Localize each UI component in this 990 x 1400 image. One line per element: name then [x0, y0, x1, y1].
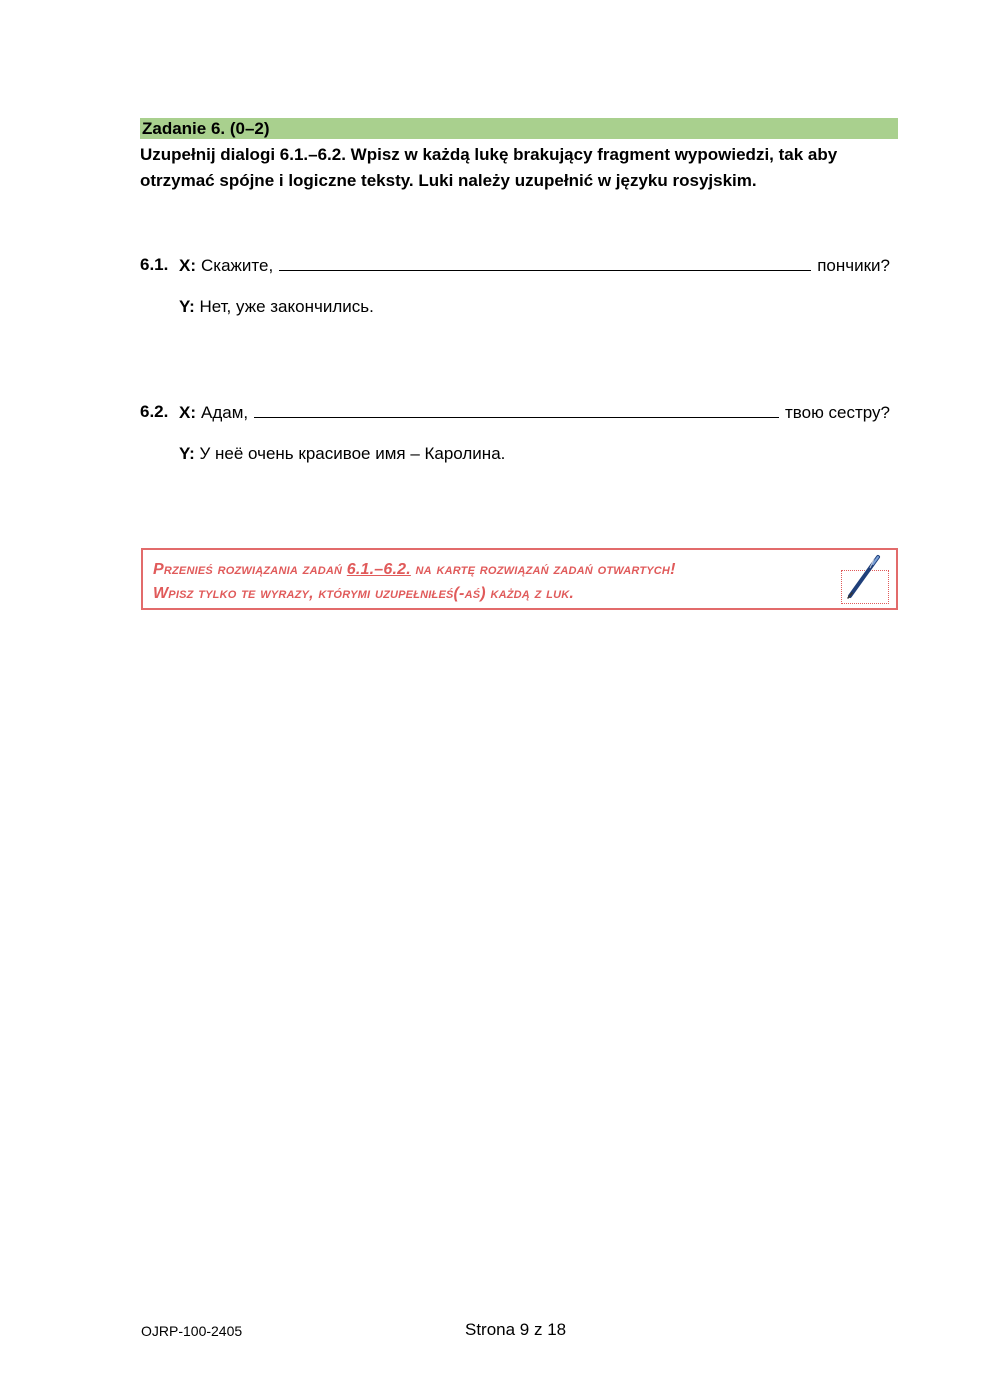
dialog-number: 6.1. [140, 255, 169, 274]
pen-icon [843, 554, 883, 600]
notice-text [153, 558, 676, 606]
notice-line-2: Wpisz tylko te wyrazy, którymi uzupełniłeś(-aś) każdą z luk. [153, 585, 574, 602]
dialog-6-1-y [140, 295, 890, 319]
dialog-text-after: твою сестру? [784, 403, 890, 422]
instruction-line: otrzymać spójne i logiczne teksty. Luki należy uzupełnić w języku rosyjskim. [140, 171, 757, 190]
dialog-text-before: Адам, [201, 403, 249, 422]
dialog-reply: Нет, уже закончились. [199, 297, 374, 316]
dialog-6-2-x [140, 400, 890, 424]
dialog-reply: У неё очень красивое имя – Каролина. [199, 444, 506, 463]
notice-task-ref: 6.1.–6.2. [346, 561, 411, 578]
speaker-x: X: [179, 256, 196, 275]
speaker-y: Y: [179, 444, 195, 463]
notice-text-part: na kartę rozwiązań zadań otwartych! [410, 561, 676, 578]
answer-gap-6-1[interactable] [279, 253, 811, 271]
speaker-x: X: [179, 403, 196, 422]
dialog-6-2-y [140, 442, 890, 466]
dialog-text-before: Скажите, [201, 256, 274, 275]
dialog-6-1-x [140, 253, 890, 277]
notice-text-part: Przenieś rozwiązania zadań [153, 561, 347, 578]
dialog-number: 6.2. [140, 402, 169, 421]
footer-page-number: Strona 9 z 18 [465, 1320, 567, 1339]
notice-line-1 [153, 558, 676, 582]
speaker-y: Y: [179, 297, 195, 316]
task-instruction [140, 142, 900, 194]
task-title: Zadanie 6. (0–2) [140, 118, 898, 139]
dialog-text-after: пончики? [817, 256, 890, 275]
transfer-notice [141, 548, 898, 610]
instruction-line: Uzupełnij dialogi 6.1.–6.2. Wpisz w każdą lukę brakujący fragment wypowiedzi, tak aby [140, 145, 838, 164]
footer-exam-code: OJRP-100-2405 [141, 1323, 243, 1339]
answer-gap-6-2[interactable] [254, 400, 779, 418]
